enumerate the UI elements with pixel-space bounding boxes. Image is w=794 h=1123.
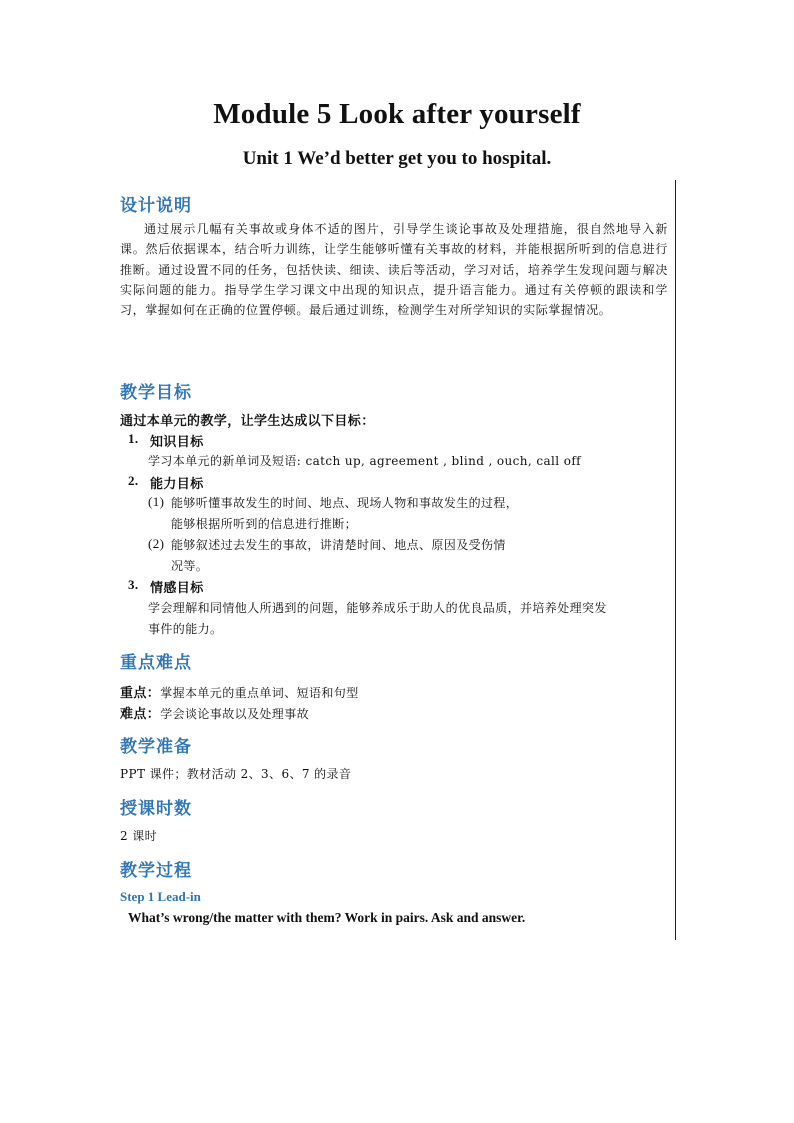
goal-1-text: 学习本单元的新单词及短语: catch up, agreement , blind , ouch, call off [148,454,582,468]
goal-3-title: 情感目标 [150,581,204,596]
process-heading: 教学过程 [120,861,192,881]
design-paragraph: 通过展示几幅有关事故或身体不适的图片，引导学生谈论事故及处理措施，很自然地导入新课。然后依据课本，结合听力训练，让学生能够听懂有关事故的材料，并能根据所听到的信息进行推断。通过设置不同的任务，包括快读、细读、读后等活动，学习对话，培养学生发现问题与解决实际问题的能力。指导学生学习课文中出现的知识点，提升语言能力。通过有关停顿的跟读和学习，掌握如何在正确的位置停顿。最后通过训练，检测学生对所学知识的实际掌握情况。 [120,222,668,318]
hours-text: 2 课时 [120,829,158,843]
difficulty-label: 难点： [120,707,161,722]
page-title: Module 5 Look after yourself [213,98,581,130]
key-point-text: 掌握本单元的重点单词、短语和句型 [160,686,359,700]
lead-in-question: What’s wrong/the matter with them? Work in pairs. Ask and answer. [128,910,526,925]
key-point-label: 重点： [120,686,161,701]
margin-rule [675,180,676,940]
goals-intro: 通过本单元的教学，让学生达成以下目标： [120,414,375,429]
hours-heading: 授课时数 [120,799,192,819]
keypoints-heading: 重点难点 [120,653,192,673]
key-point-line [120,682,359,701]
goal-2-item-1-line-2: 能够根据所听到的信息进行推断； [171,517,358,531]
difficulty-text: 学会谈论事故以及处理事故 [160,707,310,721]
goal-2-title: 能力目标 [150,477,204,492]
goal-2-item-1-line-1: 能够听懂事故发生的时间、地点、现场人物和事故发生的过程， [171,496,519,510]
goal-2-item-2-number: (2) [148,536,165,551]
goals-heading: 教学目标 [120,383,192,403]
goal-1-number: 1. [128,431,139,446]
goal-2-item-2-line-2: 况等。 [171,559,209,573]
goal-2-item-1-number: (1) [148,494,165,509]
difficulty-line [120,703,309,722]
prep-text: PPT 课件；教材活动 2、3、6、7 的录音 [120,767,352,781]
goal-3-line-2: 事件的能力。 [148,622,223,636]
step-1-heading: Step 1 Lead-in [120,889,201,904]
prep-heading: 教学准备 [120,737,192,757]
goal-1-title: 知识目标 [150,435,204,450]
goal-3-number: 3. [128,577,139,592]
goal-3-line-1: 学会理解和同情他人所遇到的问题，能够养成乐于助人的优良品质，并培养处理突发 [148,601,607,615]
goal-2-number: 2. [128,473,139,488]
goal-2-item-2-line-1: 能够叙述过去发生的事故，讲清楚时间、地点、原因及受伤情 [171,538,506,552]
design-heading: 设计说明 [120,196,192,216]
unit-subtitle: Unit 1 We’d better get you to hospital. [242,148,552,169]
